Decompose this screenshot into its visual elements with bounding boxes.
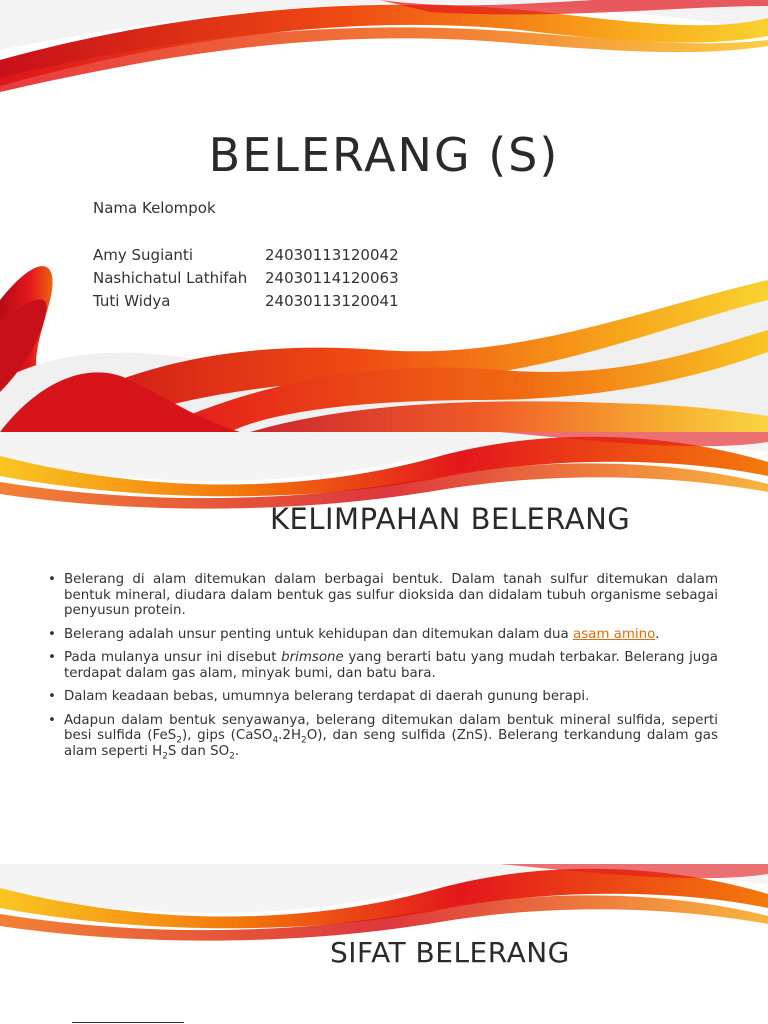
- slide-title-text: BELERANG (S): [208, 128, 560, 182]
- bullet-text: Dalam keadaan bebas, umumnya belerang terdapat di daerah gunung berapi.: [64, 689, 590, 704]
- slide-kelimpahan: [0, 432, 768, 864]
- bullet-text: S dan SO: [167, 743, 230, 759]
- member-row: [93, 269, 399, 287]
- divider-line: [72, 1022, 184, 1023]
- list-item: [48, 627, 718, 643]
- list-item: [48, 650, 718, 681]
- list-item: [48, 713, 718, 760]
- slide-title-text: SIFAT BELERANG: [330, 936, 570, 969]
- group-label: Nama Kelompok: [93, 199, 216, 217]
- bullet-text: .: [655, 626, 660, 642]
- slide-sifat: [0, 864, 768, 1024]
- bullet-list: [48, 572, 718, 767]
- subscript: 2: [162, 751, 168, 762]
- bullet-text: Belerang adalah unsur penting untuk kehidupan dan ditemukan dalam dua: [64, 626, 573, 642]
- slide-title-text: KELIMPAHAN BELERANG: [270, 502, 631, 536]
- bullet-text: Pada mulanya unsur ini disebut: [64, 650, 282, 665]
- member-row: [93, 246, 399, 264]
- member-row: [93, 292, 399, 310]
- bullet-text: .2H: [278, 728, 302, 743]
- bullet-text: yang berarti batu yang mudah terbakar. Belerang juga terdapat dalam gas alam, minyak bumi, dan batu bara.: [64, 650, 718, 681]
- member-nim: 24030113120042: [265, 246, 399, 264]
- member-nim: 24030114120063: [265, 269, 399, 287]
- asam-amino-link[interactable]: asam amino: [572, 626, 656, 642]
- bullet-text: Belerang di alam ditemukan dalam berbagai bentuk. Dalam tanah sulfur ditemukan dalam bentuk mineral, diudara dalam bentuk gas sulfur dioksida dan didalam tubuh organisme sebagai penyusun protein.: [64, 572, 718, 618]
- list-item: [48, 689, 718, 705]
- bullet-text: Adapun dalam bentuk senyawanya, belerang ditemukan dalam bentuk mineral sulfida, seperti besi sulfida (FeS: [64, 712, 718, 743]
- member-name: Amy Sugianti: [93, 246, 193, 264]
- bullet-text: ), gips (CaSO: [181, 728, 273, 743]
- italic-term: brimsone: [281, 650, 344, 665]
- bullet-text: O), dan seng sulfida (ZnS). Belerang terkandung dalam gas alam seperti H: [64, 728, 718, 759]
- bullet-text: .: [234, 743, 240, 759]
- subscript: 2: [301, 735, 307, 746]
- subscript: 4: [272, 735, 279, 746]
- subscript: 2: [176, 735, 182, 746]
- member-name: Nashichatul Lathifah: [93, 269, 248, 287]
- member-nim: 24030113120041: [265, 292, 399, 310]
- list-item: [48, 572, 718, 619]
- subscript: 2: [229, 751, 235, 762]
- slide-title: [0, 0, 768, 432]
- member-name: Tuti Widya: [93, 292, 171, 310]
